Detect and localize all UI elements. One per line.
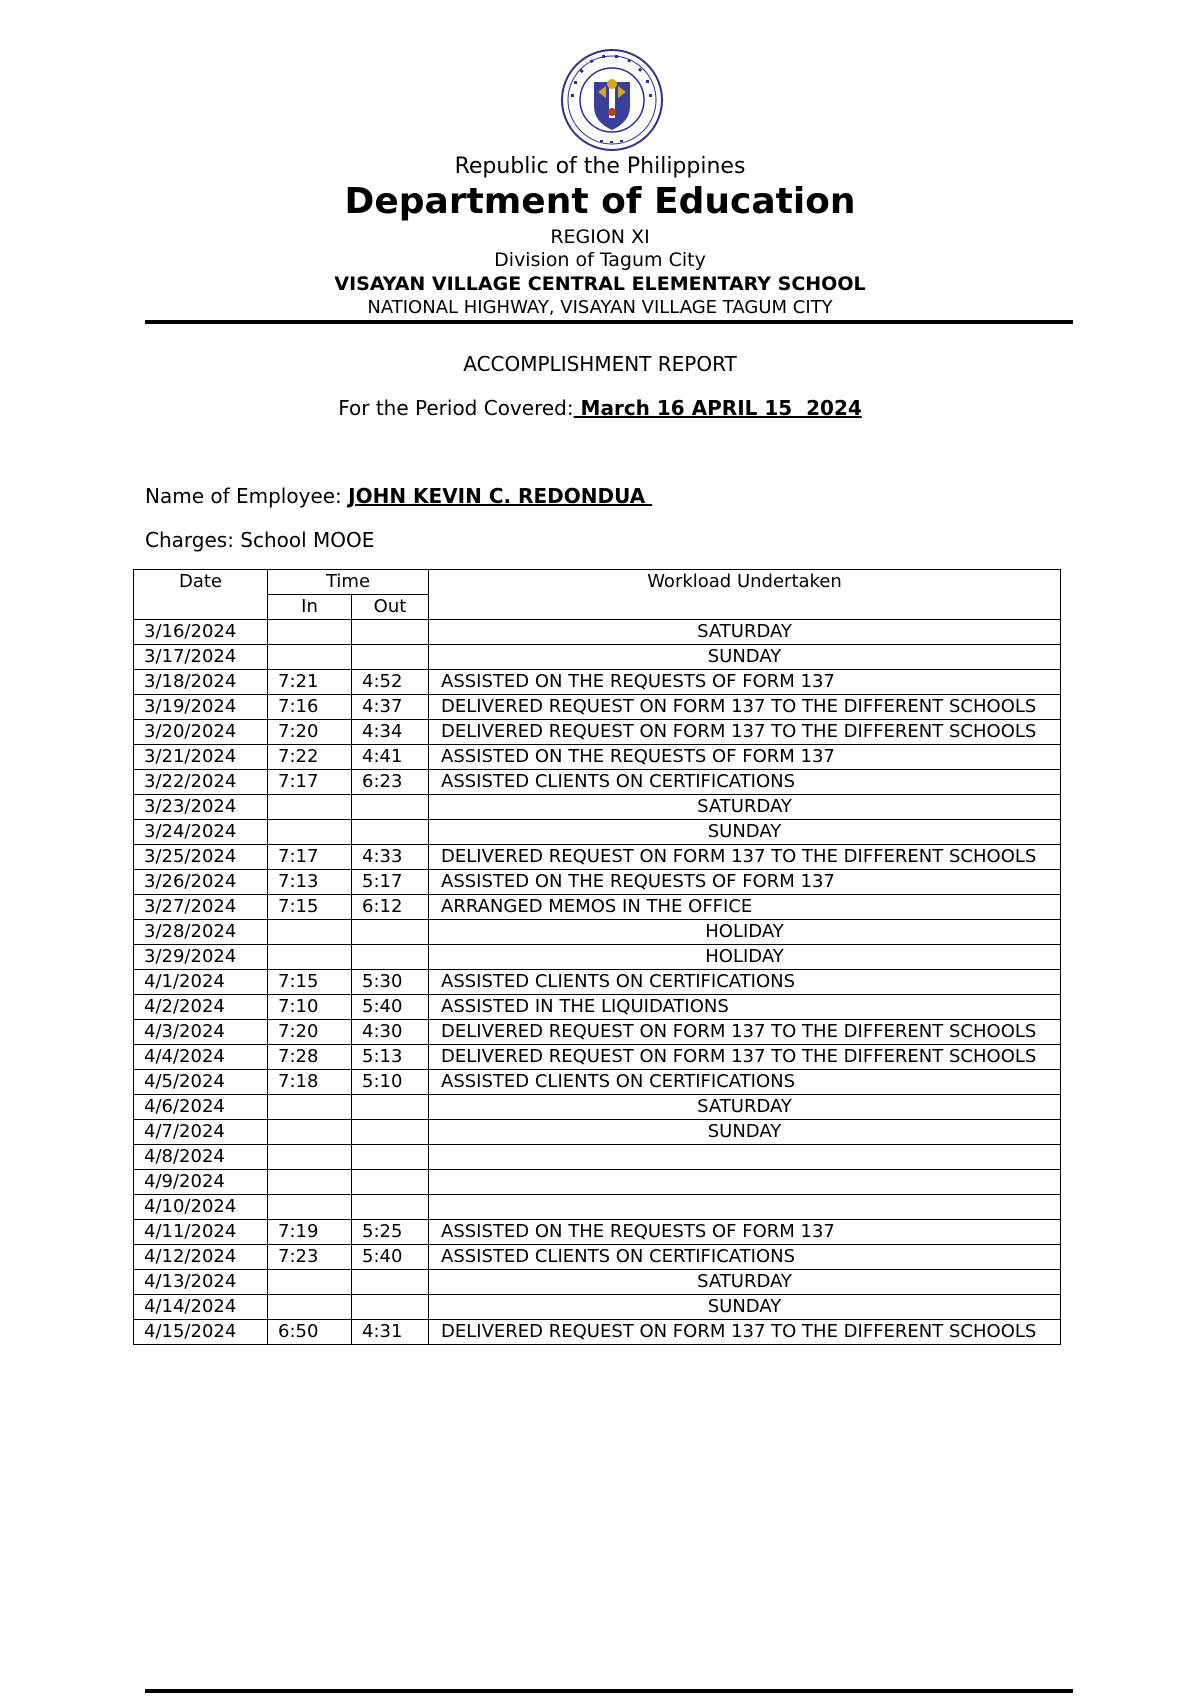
employee-label: Name of Employee: — [145, 484, 342, 508]
date-cell: 3/18/2024 — [134, 670, 268, 695]
time-in-cell — [268, 820, 352, 845]
time-out-cell — [352, 1170, 429, 1195]
date-cell: 4/13/2024 — [134, 1270, 268, 1295]
date-cell: 3/25/2024 — [134, 845, 268, 870]
table-row — [134, 920, 1061, 945]
period-value: March 16 APRIL 15 2024 — [573, 396, 862, 420]
time-out-cell — [352, 945, 429, 970]
time-in-cell: 7:21 — [268, 670, 352, 695]
workload-cell: ASSISTED ON THE REQUESTS OF FORM 137 — [429, 670, 1061, 695]
time-in-cell — [268, 795, 352, 820]
workload-cell: ASSISTED CLIENTS ON CERTIFICATIONS — [429, 1070, 1061, 1095]
workload-cell: DELIVERED REQUEST ON FORM 137 TO THE DIFFERENT SCHOOLS — [429, 695, 1061, 720]
school-address: NATIONAL HIGHWAY, VISAYAN VILLAGE TAGUM CITY — [367, 297, 833, 318]
table-row — [134, 1170, 1061, 1195]
workload-cell: HOLIDAY — [429, 945, 1061, 970]
workload-cell: DELIVERED REQUEST ON FORM 137 TO THE DIFFERENT SCHOOLS — [429, 1045, 1061, 1070]
table-row — [134, 670, 1061, 695]
time-in-cell: 7:16 — [268, 695, 352, 720]
workload-cell: ASSISTED ON THE REQUESTS OF FORM 137 — [429, 870, 1061, 895]
time-out-cell: 4:41 — [352, 745, 429, 770]
table-row — [134, 1070, 1061, 1095]
date-cell: 4/8/2024 — [134, 1145, 268, 1170]
time-in-cell: 7:18 — [268, 1070, 352, 1095]
table-row — [134, 845, 1061, 870]
date-cell: 4/14/2024 — [134, 1295, 268, 1320]
time-out-cell — [352, 1270, 429, 1295]
table-row — [134, 1045, 1061, 1070]
date-cell: 3/19/2024 — [134, 695, 268, 720]
date-cell: 3/21/2024 — [134, 745, 268, 770]
date-cell: 4/6/2024 — [134, 1095, 268, 1120]
date-cell: 4/1/2024 — [134, 970, 268, 995]
table-row — [134, 720, 1061, 745]
time-out-cell — [352, 620, 429, 645]
employee-name: JOHN KEVIN C. REDONDUA — [348, 484, 653, 508]
table-row — [134, 695, 1061, 720]
time-out-cell: 6:23 — [352, 770, 429, 795]
time-out-cell: 4:31 — [352, 1320, 429, 1345]
republic-heading: Republic of the Philippines — [454, 154, 746, 179]
date-cell: 4/4/2024 — [134, 1045, 268, 1070]
workload-cell: SATURDAY — [429, 620, 1061, 645]
time-in-cell — [268, 645, 352, 670]
time-in-cell: 6:50 — [268, 1320, 352, 1345]
time-out-cell: 5:40 — [352, 1245, 429, 1270]
header-workload: Workload Undertaken — [429, 570, 1061, 620]
date-cell: 4/5/2024 — [134, 1070, 268, 1095]
workload-cell — [429, 1195, 1061, 1220]
time-out-cell — [352, 1195, 429, 1220]
time-in-cell — [268, 1295, 352, 1320]
table-row — [134, 795, 1061, 820]
date-cell: 4/9/2024 — [134, 1170, 268, 1195]
table-row — [134, 1020, 1061, 1045]
table-row — [134, 1295, 1061, 1320]
time-out-cell: 4:33 — [352, 845, 429, 870]
time-in-cell — [268, 1145, 352, 1170]
workload-cell: SATURDAY — [429, 1270, 1061, 1295]
table-row — [134, 1195, 1061, 1220]
time-out-cell — [352, 645, 429, 670]
department-heading: Department of Education — [344, 181, 856, 222]
time-out-cell — [352, 820, 429, 845]
time-in-cell: 7:17 — [268, 770, 352, 795]
time-out-cell: 4:30 — [352, 1020, 429, 1045]
time-out-cell — [352, 1145, 429, 1170]
header-divider — [145, 320, 1073, 324]
table-row — [134, 820, 1061, 845]
time-in-cell: 7:22 — [268, 745, 352, 770]
table-row — [134, 620, 1061, 645]
date-cell: 3/16/2024 — [134, 620, 268, 645]
workload-cell: SUNDAY — [429, 820, 1061, 845]
workload-cell: SATURDAY — [429, 1095, 1061, 1120]
time-in-cell — [268, 1095, 352, 1120]
time-in-cell: 7:10 — [268, 995, 352, 1020]
workload-cell: DELIVERED REQUEST ON FORM 137 TO THE DIFFERENT SCHOOLS — [429, 1020, 1061, 1045]
table-row — [134, 770, 1061, 795]
table-row — [134, 1245, 1061, 1270]
period-covered — [0, 396, 1200, 420]
table-row — [134, 1120, 1061, 1145]
date-cell: 4/12/2024 — [134, 1245, 268, 1270]
employee-line — [145, 484, 652, 508]
workload-cell: SATURDAY — [429, 795, 1061, 820]
table-row — [134, 745, 1061, 770]
time-out-cell: 6:12 — [352, 895, 429, 920]
time-out-cell: 5:17 — [352, 870, 429, 895]
time-in-cell: 7:23 — [268, 1245, 352, 1270]
table-row — [134, 1145, 1061, 1170]
time-in-cell: 7:19 — [268, 1220, 352, 1245]
workload-cell: ASSISTED ON THE REQUESTS OF FORM 137 — [429, 1220, 1061, 1245]
time-out-cell: 4:37 — [352, 695, 429, 720]
time-out-cell: 4:52 — [352, 670, 429, 695]
workload-cell: HOLIDAY — [429, 920, 1061, 945]
region-text: REGION XI — [550, 226, 650, 248]
table-body — [134, 620, 1061, 1345]
table-row — [134, 1220, 1061, 1245]
date-cell: 3/29/2024 — [134, 945, 268, 970]
time-in-cell — [268, 1195, 352, 1220]
time-in-cell: 7:15 — [268, 895, 352, 920]
table-row — [134, 945, 1061, 970]
table-row — [134, 1320, 1061, 1345]
header-time: Time — [268, 570, 429, 595]
time-in-cell — [268, 945, 352, 970]
workload-cell: SUNDAY — [429, 645, 1061, 670]
workload-cell: DELIVERED REQUEST ON FORM 137 TO THE DIFFERENT SCHOOLS — [429, 720, 1061, 745]
workload-cell: SUNDAY — [429, 1295, 1061, 1320]
charges-line: Charges: School MOOE — [145, 528, 375, 552]
date-cell: 4/11/2024 — [134, 1220, 268, 1245]
table-row — [134, 1095, 1061, 1120]
time-out-cell: 5:13 — [352, 1045, 429, 1070]
workload-cell: ASSISTED ON THE REQUESTS OF FORM 137 — [429, 745, 1061, 770]
workload-cell: ASSISTED CLIENTS ON CERTIFICATIONS — [429, 1245, 1061, 1270]
time-out-cell — [352, 1120, 429, 1145]
date-cell: 4/15/2024 — [134, 1320, 268, 1345]
table-row — [134, 970, 1061, 995]
time-in-cell — [268, 1170, 352, 1195]
table-row — [134, 895, 1061, 920]
period-label: For the Period Covered: — [338, 396, 574, 420]
workload-cell: DELIVERED REQUEST ON FORM 137 TO THE DIFFERENT SCHOOLS — [429, 845, 1061, 870]
division-text: Division of Tagum City — [494, 249, 706, 271]
date-cell: 3/20/2024 — [134, 720, 268, 745]
time-in-cell: 7:20 — [268, 1020, 352, 1045]
table-row — [134, 1270, 1061, 1295]
date-cell: 3/26/2024 — [134, 870, 268, 895]
time-in-cell: 7:15 — [268, 970, 352, 995]
time-out-cell: 5:25 — [352, 1220, 429, 1245]
workload-cell: SUNDAY — [429, 1120, 1061, 1145]
time-out-cell: 5:30 — [352, 970, 429, 995]
time-out-cell: 5:40 — [352, 995, 429, 1020]
date-cell: 3/24/2024 — [134, 820, 268, 845]
time-out-cell — [352, 795, 429, 820]
date-cell: 4/2/2024 — [134, 995, 268, 1020]
date-cell: 3/17/2024 — [134, 645, 268, 670]
workload-cell — [429, 1145, 1061, 1170]
table-row — [134, 995, 1061, 1020]
time-in-cell — [268, 1120, 352, 1145]
time-out-cell: 5:10 — [352, 1070, 429, 1095]
workload-cell — [429, 1170, 1061, 1195]
time-out-cell — [352, 920, 429, 945]
workload-cell: ASSISTED CLIENTS ON CERTIFICATIONS — [429, 770, 1061, 795]
date-cell: 3/28/2024 — [134, 920, 268, 945]
time-out-cell: 4:34 — [352, 720, 429, 745]
accomplishment-table — [133, 569, 1061, 1345]
time-in-cell: 7:28 — [268, 1045, 352, 1070]
time-in-cell: 7:17 — [268, 845, 352, 870]
date-cell: 4/3/2024 — [134, 1020, 268, 1045]
date-cell: 3/22/2024 — [134, 770, 268, 795]
header-time-in: In — [268, 595, 352, 620]
time-in-cell — [268, 1270, 352, 1295]
header-date: Date — [134, 570, 268, 620]
footer-divider — [145, 1689, 1073, 1693]
workload-cell: ASSISTED CLIENTS ON CERTIFICATIONS — [429, 970, 1061, 995]
time-in-cell: 7:13 — [268, 870, 352, 895]
time-in-cell: 7:20 — [268, 720, 352, 745]
table-row — [134, 870, 1061, 895]
date-cell: 4/7/2024 — [134, 1120, 268, 1145]
workload-cell: ASSISTED IN THE LIQUIDATIONS — [429, 995, 1061, 1020]
deped-seal-logo — [560, 48, 664, 152]
school-name: VISAYAN VILLAGE CENTRAL ELEMENTARY SCHOOL — [334, 273, 866, 295]
report-title: ACCOMPLISHMENT REPORT — [463, 352, 737, 376]
date-cell: 4/10/2024 — [134, 1195, 268, 1220]
date-cell: 3/27/2024 — [134, 895, 268, 920]
workload-cell: DELIVERED REQUEST ON FORM 137 TO THE DIFFERENT SCHOOLS — [429, 1320, 1061, 1345]
time-out-cell — [352, 1295, 429, 1320]
date-cell: 3/23/2024 — [134, 795, 268, 820]
table-row — [134, 645, 1061, 670]
time-out-cell — [352, 1095, 429, 1120]
time-in-cell — [268, 920, 352, 945]
workload-cell: ARRANGED MEMOS IN THE OFFICE — [429, 895, 1061, 920]
header-time-out: Out — [352, 595, 429, 620]
time-in-cell — [268, 620, 352, 645]
